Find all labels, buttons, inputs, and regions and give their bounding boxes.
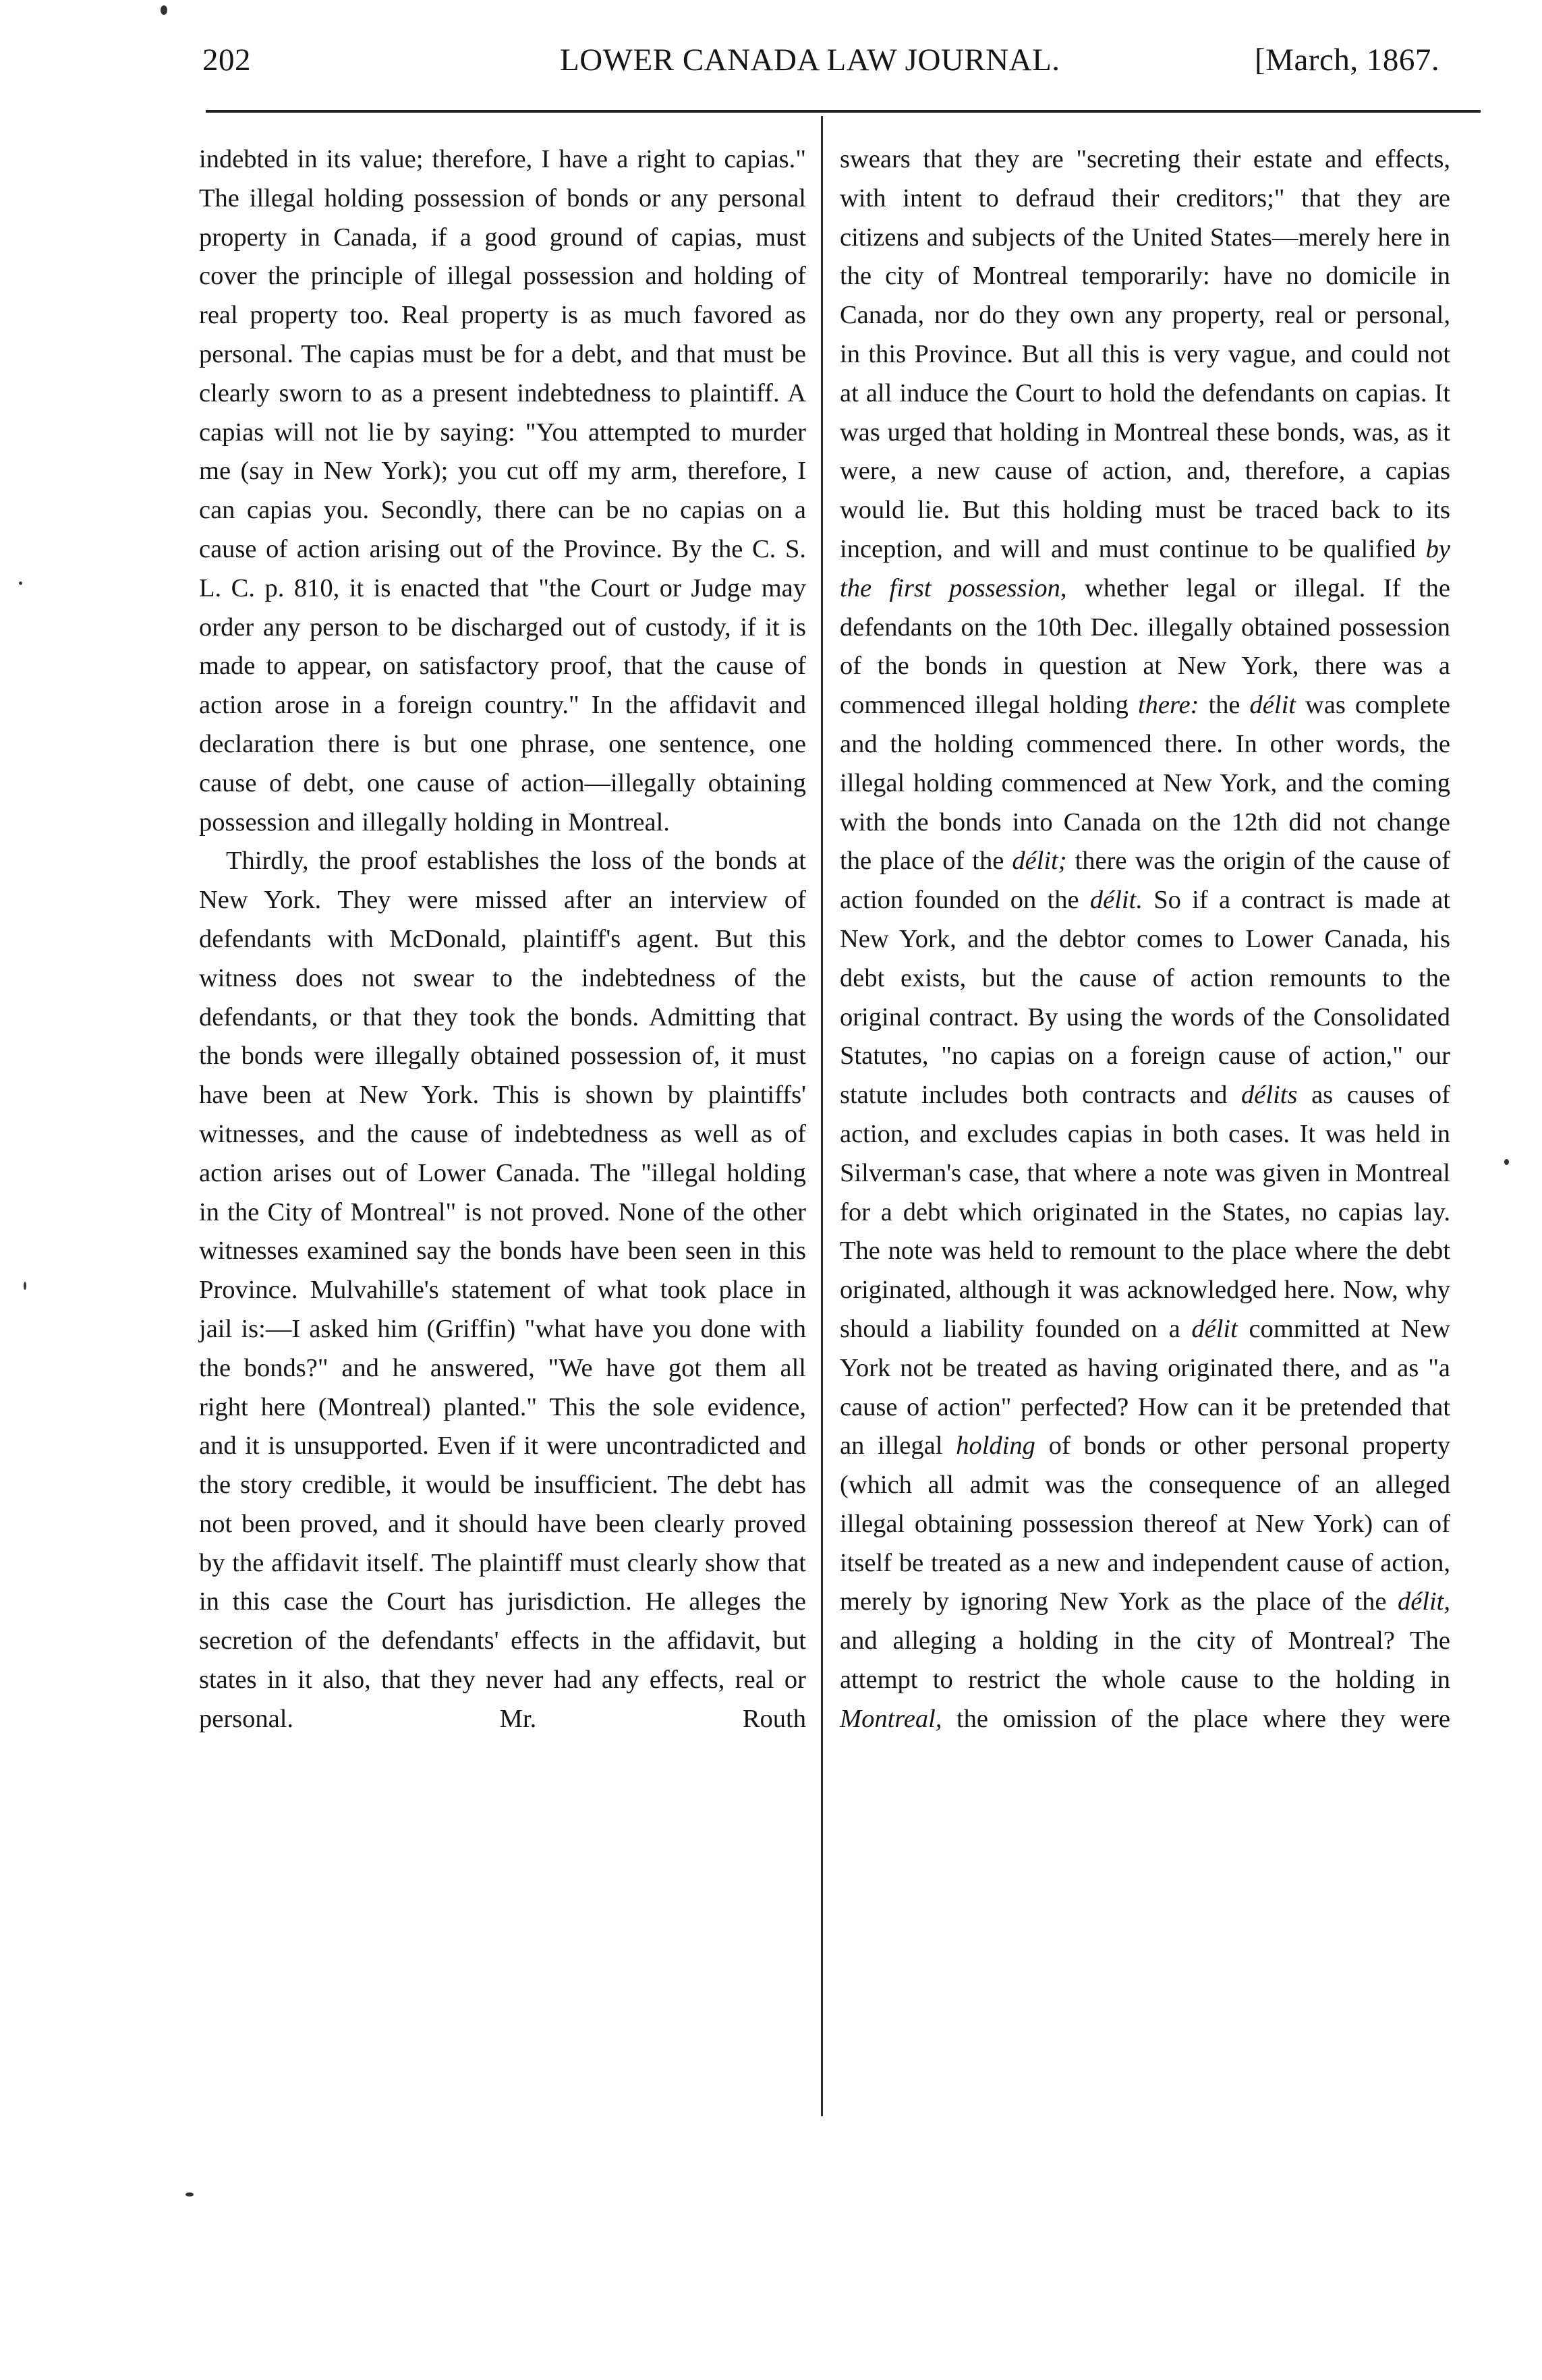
left-paragraph-2: Thirdly, the proof establishes the loss of the bonds at New York. They were missed after an interview of defendants with McDonald, plaintiff's agent. But this witness does not swear to the indebtedness of the defendants, or that they took the bonds. Admitting that the bonds were illegally obtained possession of, it must have been at New York. This is shown by plaintiffs' witnesses, and the cause of indebtedness as well as of action arises out of Lower Canada. The "illegal holding in the City of Montreal" is not proved. None of the other witnesses examined say the bonds have been seen in this Province. Mulvahille's statement of what took place in jail is:—I asked him (Griffin) "what have you done with the bonds?" and he answered, "We have got them all right here (Montreal) planted." This the sole evidence, and it is unsupported. Even if it were uncontradicted and the story credible, it would be insufficient. The debt has not been proved, and it should have been clearly proved by the affidavit itself. The plaintiff must clearly show that in this case the Court has jurisdiction. He alleges the secretion of the defendants' effects in the affidavit, but states in it also, that they never had any effects, real or personal. Mr. Routh [199, 847, 806, 1733]
italic-run: délit; [1012, 847, 1067, 876]
text-run: as causes of action, and excludes capias in both cases. It was held in Silverman's case, that where a note was given in Montreal for a debt which originated in the States, no capias lay. The note was held to remount to the place where the debt originated, although it was acknowledged here. Now, why should a liability founded on a [840, 1081, 1451, 1343]
print-speck [19, 582, 22, 585]
italic-run: délit, [1397, 1587, 1450, 1616]
italic-run: délit [1249, 691, 1296, 720]
text-run: the omission of the place where they were [942, 1704, 1450, 1733]
italic-run: délit [1191, 1314, 1238, 1343]
text-run: So if a contract is made at New York, and the debtor comes to Lower Canada, his debt exists, but the cause of action remounts to the original contract. By using the words of the Consolidated Statutes, "no capias on a foreign cause of action," our statute includes both contracts and [840, 886, 1450, 1110]
text-run: there was the origin of the cause of action founded on the [840, 847, 1450, 915]
page-number: 202 [202, 42, 251, 78]
print-speck [1504, 1159, 1509, 1165]
print-speck [24, 1282, 26, 1290]
text-run: committed at New York not be treated as having originated there, and as "a cause of action" perfected? How can it be pretended that an illegal [840, 1314, 1450, 1461]
running-header [202, 42, 1518, 89]
issue-date: [March, 1867. [1255, 42, 1440, 78]
text-run: , whether legal or illegal. If the defendants on the 10th Dec. illegally obtained possession of the bonds in question at New York, there was a commenced illegal holding [840, 573, 1451, 720]
column-divider [821, 116, 823, 2116]
left-paragraph-1: indebted in its value; therefore, I have a right to capias." The illegal holding possession of bonds or any personal property in Canada, if a good ground of capias, must cover the principle of illegal possession and holding of real property too. Real property is as much favored as personal. The capias must be for a debt, and that must be clearly sworn to as a present indebtedness to plaintiff. A capias will not lie by saying: "You attempted to murder me (say in New York); you cut off my arm, therefore, I can capias you. Secondly, there can be no capias on a cause of action arising out of the Province. By the C. S. L. C. p. 810, it is enacted that "the Court or Judge may order any person to be discharged out of custody, if it is made to appear, on satisfactory proof, that the cause of action arose in a foreign country." In the affidavit and declaration there is but one phrase, one sentence, one cause of debt, one cause of action—illegally obtaining possession and illegally holding in Montreal. [199, 145, 806, 837]
text-run: the [1199, 691, 1250, 720]
header-rule [206, 110, 1481, 113]
italic-run: délits [1241, 1081, 1298, 1110]
italic-run: holding [956, 1432, 1035, 1461]
text-run: and alleging a holding in the city of Montreal? The attempt to restrict the whole cause to the holding in [840, 1626, 1450, 1695]
text-run: swears that they are "secreting their estate and effects, with intent to defraud their creditors;" that they are citizens and subjects of the United States—merely here in the city of Montreal temporarily: have no domicile in Canada, nor do they own any property, real or personal, in this Province. But all this is very vague, and could not at all induce the Court to hold the defendants on capias. It was urged that holding in Montreal these bonds, was, as it were, a new cause of action, and, therefore, a capias would lie. But this holding must be traced back to its inception, and will and must continue to be qualified [840, 145, 1450, 563]
text-run: was complete and the holding commenced there. In other words, the illegal holding commenced at New York, and the coming with the bonds into Canada on the 12th did not change the place of the [840, 691, 1450, 876]
left-column [199, 140, 806, 1739]
italic-run: Montreal, [840, 1704, 942, 1733]
text-run: of bonds or other personal property (which all admit was the consequence of an alleged illegal obtaining possession thereof at New York) can of itself be treated as a new and independent cause of action, merely by ignoring New York as the place of the [840, 1432, 1450, 1616]
print-speck [161, 5, 167, 15]
journal-title: LOWER CANADA LAW JOURNAL. [560, 42, 1060, 78]
print-speck [185, 2192, 194, 2197]
italic-run: there: [1137, 691, 1199, 720]
right-paragraph [840, 140, 1450, 1739]
italic-run: délit. [1089, 886, 1143, 915]
right-column [840, 140, 1450, 1739]
italic-run: by the first possession [840, 534, 1450, 602]
